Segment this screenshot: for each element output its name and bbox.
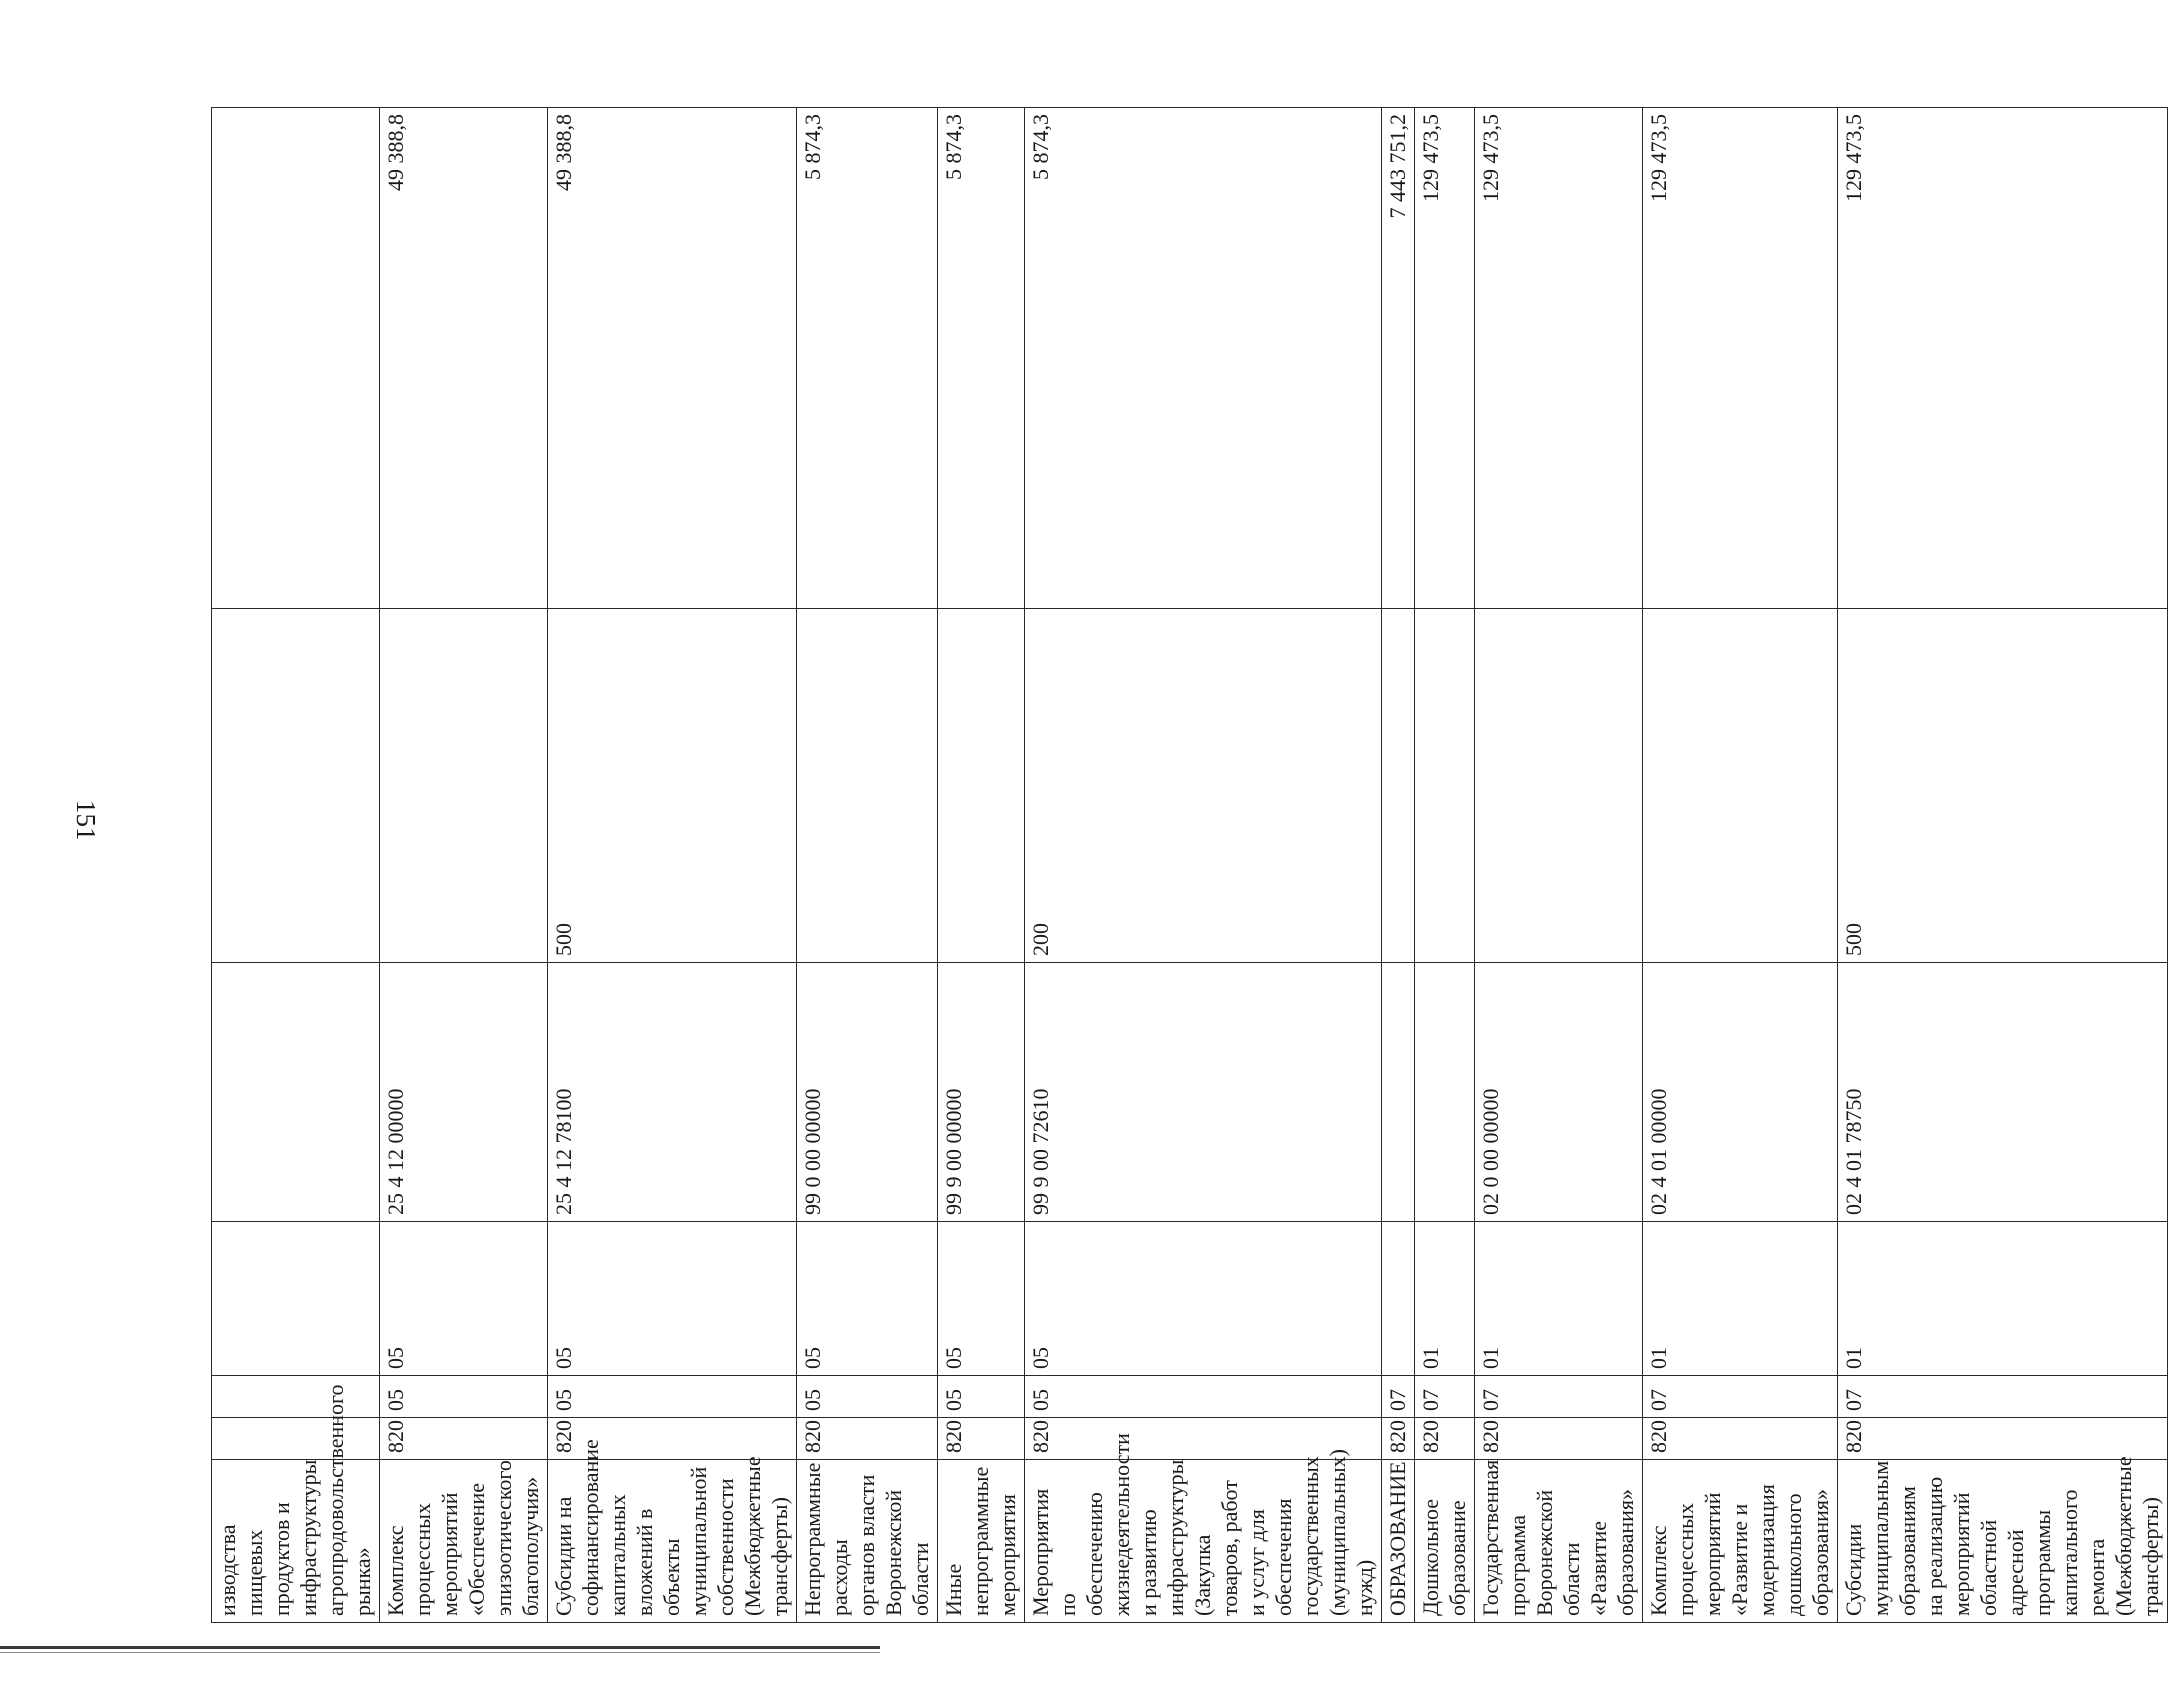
- table-row: [1382, 108, 1415, 1623]
- row-amount: 5 874,3: [938, 108, 1025, 609]
- row-expense-type: 200: [1025, 609, 1382, 963]
- budget-table: [211, 107, 2168, 1623]
- row-section: 07: [1382, 1376, 1415, 1418]
- row-name: Иные непрограммные мероприятия: [938, 1460, 1025, 1623]
- row-section: 05: [938, 1376, 1025, 1418]
- row-amount: 129 473,5: [1415, 108, 1475, 609]
- scan-edge-line: [0, 1646, 880, 1649]
- row-amount: 7 443 751,2: [1382, 108, 1415, 609]
- row-section: 05: [797, 1376, 938, 1418]
- page-number: 151: [71, 800, 101, 841]
- row-grbs: 820: [1382, 1418, 1415, 1460]
- row-expense-type: 500: [548, 609, 797, 963]
- row-subsection: 05: [938, 1222, 1025, 1376]
- row-grbs: 820: [1415, 1418, 1475, 1460]
- row-expense-type: [797, 609, 938, 963]
- table-row: [212, 108, 380, 1623]
- row-section: [212, 1376, 380, 1418]
- table-row: [797, 108, 938, 1623]
- row-target-article: [1415, 963, 1475, 1222]
- row-section: 05: [1025, 1376, 1382, 1418]
- row-name: Дошкольное образование: [1415, 1460, 1475, 1623]
- row-subsection: [1382, 1222, 1415, 1376]
- row-name: Комплекс процессных мероприятий «Обеспечение эпизоотического благополучия»: [380, 1460, 548, 1623]
- row-subsection: 01: [1475, 1222, 1643, 1376]
- row-target-article: 99 9 00 72610: [1025, 963, 1382, 1222]
- row-section: 07: [1475, 1376, 1643, 1418]
- row-amount: 129 473,5: [1838, 108, 2168, 609]
- row-amount: 49 388,8: [548, 108, 797, 609]
- row-amount: 129 473,5: [1475, 108, 1643, 609]
- row-expense-type: [1415, 609, 1475, 963]
- row-expense-type: [212, 609, 380, 963]
- scan-edge-line-thin: [0, 1652, 880, 1653]
- row-grbs: 820: [380, 1418, 548, 1460]
- row-section: 05: [548, 1376, 797, 1418]
- table-row: [1643, 108, 1838, 1623]
- row-grbs: 820: [1838, 1418, 2168, 1460]
- table-row: [1415, 108, 1475, 1623]
- row-amount: 129 473,5: [1643, 108, 1838, 609]
- row-subsection: 05: [548, 1222, 797, 1376]
- row-target-article: 99 9 00 00000: [938, 963, 1025, 1222]
- row-subsection: [212, 1222, 380, 1376]
- table-body: [212, 108, 2168, 1623]
- row-name: Государственная программа Воронежской области «Развитие образования»: [1475, 1460, 1643, 1623]
- row-name: Субсидии муниципальным образованиям на реализацию мероприятий областной адресной программы капитального ремонта (Межбюджетные трансферты): [1838, 1460, 2168, 1623]
- row-name: изводства пищевых продуктов и инфраструктуры агропродовольственного рынка»: [212, 1460, 380, 1623]
- row-target-article: 02 0 00 00000: [1475, 963, 1643, 1222]
- row-expense-type: [1382, 609, 1415, 963]
- row-expense-type: [938, 609, 1025, 963]
- row-target-article: [212, 963, 380, 1222]
- row-expense-type: 500: [1838, 609, 2168, 963]
- row-section: 07: [1415, 1376, 1475, 1418]
- row-amount: 49 388,8: [380, 108, 548, 609]
- row-name: Комплекс процессных мероприятий «Развитие и модернизация дошкольного образования»: [1643, 1460, 1838, 1623]
- row-name: ОБРАЗОВАНИЕ: [1382, 1460, 1415, 1623]
- row-grbs: 820: [548, 1418, 797, 1460]
- row-grbs: [212, 1418, 380, 1460]
- table-row: [1025, 108, 1382, 1623]
- row-section: 05: [380, 1376, 548, 1418]
- table-row: [1475, 108, 1643, 1623]
- row-subsection: 05: [797, 1222, 938, 1376]
- row-target-article: 99 0 00 00000: [797, 963, 938, 1222]
- row-target-article: 25 4 12 78100: [548, 963, 797, 1222]
- row-subsection: 05: [380, 1222, 548, 1376]
- row-expense-type: [1643, 609, 1838, 963]
- row-amount: 5 874,3: [1025, 108, 1382, 609]
- table-row: [380, 108, 548, 1623]
- row-target-article: 02 4 01 78750: [1838, 963, 2168, 1222]
- table-row: [938, 108, 1025, 1623]
- row-target-article: 02 4 01 00000: [1643, 963, 1838, 1222]
- row-grbs: 820: [1475, 1418, 1643, 1460]
- row-name: Непрограммные расходы органов власти Воронежской области: [797, 1460, 938, 1623]
- row-grbs: 820: [938, 1418, 1025, 1460]
- row-section: 07: [1838, 1376, 2168, 1418]
- row-section: 07: [1643, 1376, 1838, 1418]
- table-rotation-wrapper: [211, 108, 2163, 1623]
- table-row: [548, 108, 797, 1623]
- row-expense-type: [380, 609, 548, 963]
- row-target-article: 25 4 12 00000: [380, 963, 548, 1222]
- row-grbs: 820: [797, 1418, 938, 1460]
- row-name: Субсидии на софинансирование капитальных вложений в объекты муниципальной собственности (Межбюджетные трансферты): [548, 1460, 797, 1623]
- row-grbs: 820: [1643, 1418, 1838, 1460]
- row-target-article: [1382, 963, 1415, 1222]
- row-subsection: 01: [1838, 1222, 2168, 1376]
- row-expense-type: [1475, 609, 1643, 963]
- row-amount: 5 874,3: [797, 108, 938, 609]
- row-grbs: 820: [1025, 1418, 1382, 1460]
- row-subsection: 01: [1415, 1222, 1475, 1376]
- row-name: Мероприятия по обеспечению жизнедеятельности и развитию инфраструктуры (Закупка товаров, работ и услуг для обеспечения государственных (муниципальных) нужд): [1025, 1460, 1382, 1623]
- row-amount: [212, 108, 380, 609]
- table-row: [1838, 108, 2168, 1623]
- row-subsection: 05: [1025, 1222, 1382, 1376]
- row-subsection: 01: [1643, 1222, 1838, 1376]
